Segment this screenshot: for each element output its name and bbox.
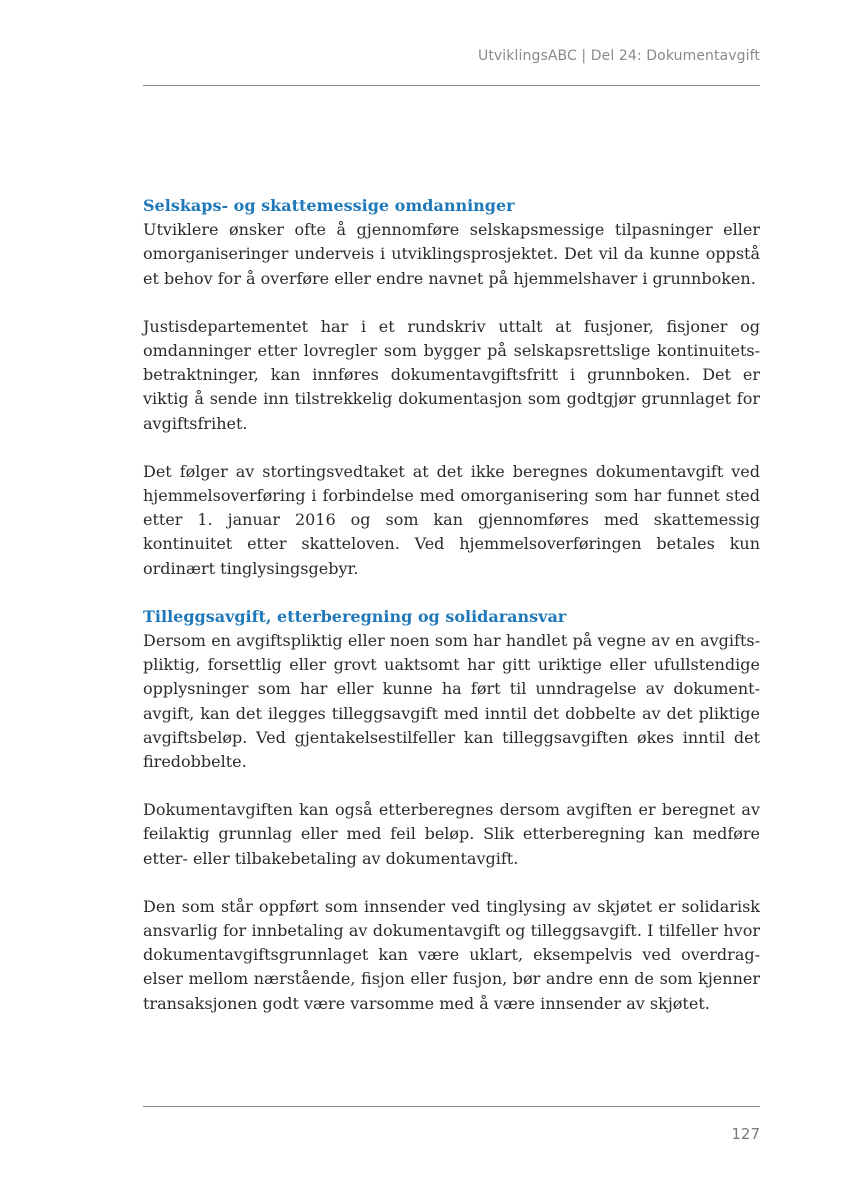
body-paragraph: Dokumentavgiften kan også etterberegnes dersom avgiften er beregnet av feilaktig grunnlag eller med feil beløp. Slik etterberegning kan medføre etter- eller tilbakebetaling av dokumentavgift.: [143, 800, 760, 868]
page-number: 127: [731, 1125, 760, 1143]
body-paragraph: Utviklere ønsker ofte å gjennomføre selskapsmessige tilpasninger eller omorganiseringer underveis i utviklingsprosjektet. Det vil da kunne oppstå et behov for å overføre eller endre navnet på hjemmelshaver i grunnboken.: [143, 220, 760, 288]
header-divider: [143, 85, 760, 86]
body-paragraph: Dersom en avgiftspliktig eller noen som har handlet på vegne av en avgiftspliktig, forsettlig eller grovt uaktsomt har gitt uriktige eller ufullstendige opplysninger som har eller kunne ha ført til unndragelse av dokumentavgift, kan det ilegges tilleggsavgift med inntil det dobbelte av det pliktige avgiftsbeløp. Ved gjentakelsestilfeller kan tilleggsavgiften økes inntil det firedobbelte.: [143, 631, 760, 772]
section-heading: Tilleggsavgift, etterberegning og solidaransvar: [143, 606, 567, 626]
body-paragraph: Justisdepartementet har i et rundskriv uttalt at fusjoner, fisjoner og omdanninger etter lovregler som bygger på selskapsrettslige kontinuitetsbetraktninger, kan innføres dokumentavgiftsfritt i grunnboken. Det er viktig å sende inn tilstrekkelig dokumentasjon som godtgjør grunnlaget for avgiftsfrihet.: [143, 316, 760, 433]
running-header: UtviklingsABC | Del 24: Dokumentavgift: [477, 48, 760, 64]
main-content: [143, 194, 760, 1016]
section-heading: Selskaps- og skattemessige omdanninger: [143, 196, 515, 215]
body-paragraph: Den som står oppført som innsender ved tinglysing av skjøtet er solidarisk ansvarlig for innbetaling av dokumentavgift og tilleggsavgift. I tilfeller hvor dokumentavgiftsgrunnlaget kan være uklart, eksempelvis ved overdragelser mellom nærstående, fisjon eller fusjon, bør andre enn de som kjenner transaksjonen godt være varsomme med å være innsender av skjøtet.: [143, 896, 760, 1013]
footer-divider: [143, 1106, 760, 1107]
body-paragraph: Det følger av stortingsvedtaket at det ikke beregnes dokumentavgift ved hjemmelsoverføring i forbindelse med omorganisering som har funnet sted etter 1. januar 2016 og som kan gjennomføres med skattemessig kontinuitet etter skatteloven. Ved hjemmelsoverføringen betales kun ordinært tinglysingsgebyr.: [143, 461, 760, 578]
